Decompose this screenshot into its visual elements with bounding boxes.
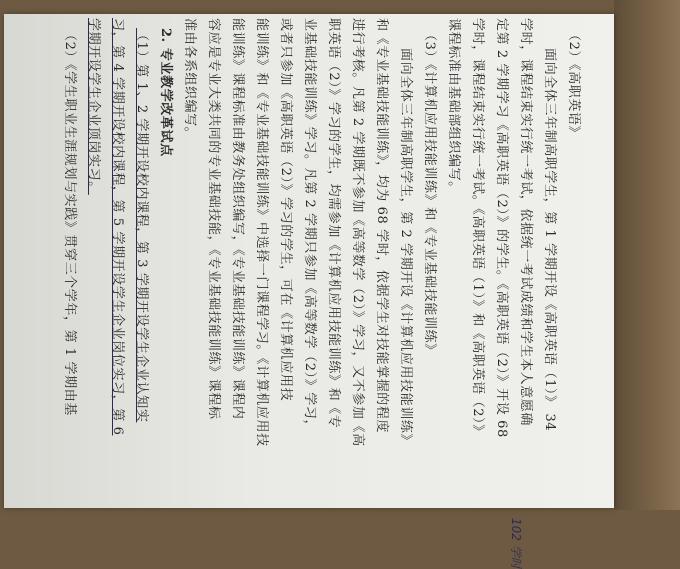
text-line: （2）《学生职业生涯规划与实践》贯穿三个学年，第 1 学期由基 [62,28,77,416]
text-line: 能训练》和《专业基础技能训练》中选择一门课程学习。《计算机应用技 [254,18,269,447]
text-line: 能训练》课程标准由教务处组织编写，《专业基础技能训练》课程内 [230,18,245,420]
text-line: 进行考核。凡第 2 学期既不参加《高等数学（2）》学习，又不参加《高 [350,18,365,447]
handwritten-annotation: 102 学时 [509,518,523,569]
text-line: 定第 2 学期学习《高职英语（2）》的学生。《高职英语（2）》开设 68 [494,18,509,438]
text-line: 学时，课程结束实行统一考试，依据统一考试成绩和学生本人意愿确 [518,18,533,427]
text-line: 课程标准由基础部组织编写。 [446,18,461,195]
text-line: 面向全体三年制高职学生，第 2 学期开设《计算机应用技能训练》 [398,48,413,448]
text-line: 面向全体三年制高职学生，第 1 学期开设《高职英语（1）》 34 [542,48,557,432]
text-line: （2）《高职英语》 [566,28,581,140]
text-line: 和《专业基础技能训练》，均为 68 学时，依据学生对技能掌握的程度 [374,18,389,434]
text-line: 学时，课程结束实行统一考试。《高职英语（1）》和《高职英语（2）》 [470,18,485,438]
text-line: 或者只参加《高职英语（2）》学习的学生，可在《计算机应用技 [278,18,293,402]
text-line: 职英语（2）》学习的学生，均需参加《计算机应用技能训练》和《专 [326,18,341,429]
text-line: 准由各系组织编写。 [182,18,197,141]
section-heading: 2. 专业教学改革试点 [158,28,173,157]
text-line: 业基础技能训练》学习。凡第 2 学期只参加《高等数学（2）》学习， [302,18,317,434]
text-line: （1）第 1、2 学期开设校内课程，第 3 学期开设学生企业认知实 [134,28,149,423]
table-edge [614,0,680,510]
text-line: （3）《计算机应用技能训练》和《专业基础技能训练》 [422,28,437,357]
text-line: 习，第 4 学期开设校内课程，第 5 学期开设学生企业岗位实习，第 6 [110,18,125,436]
text-line: 学期开设学生企业顶岗实习。 [86,18,101,195]
rotated-text-block [25,18,585,569]
text-line: 容应是专业大类共同的专业基础技能，《专业基础技能训练》课程标 [206,18,221,420]
